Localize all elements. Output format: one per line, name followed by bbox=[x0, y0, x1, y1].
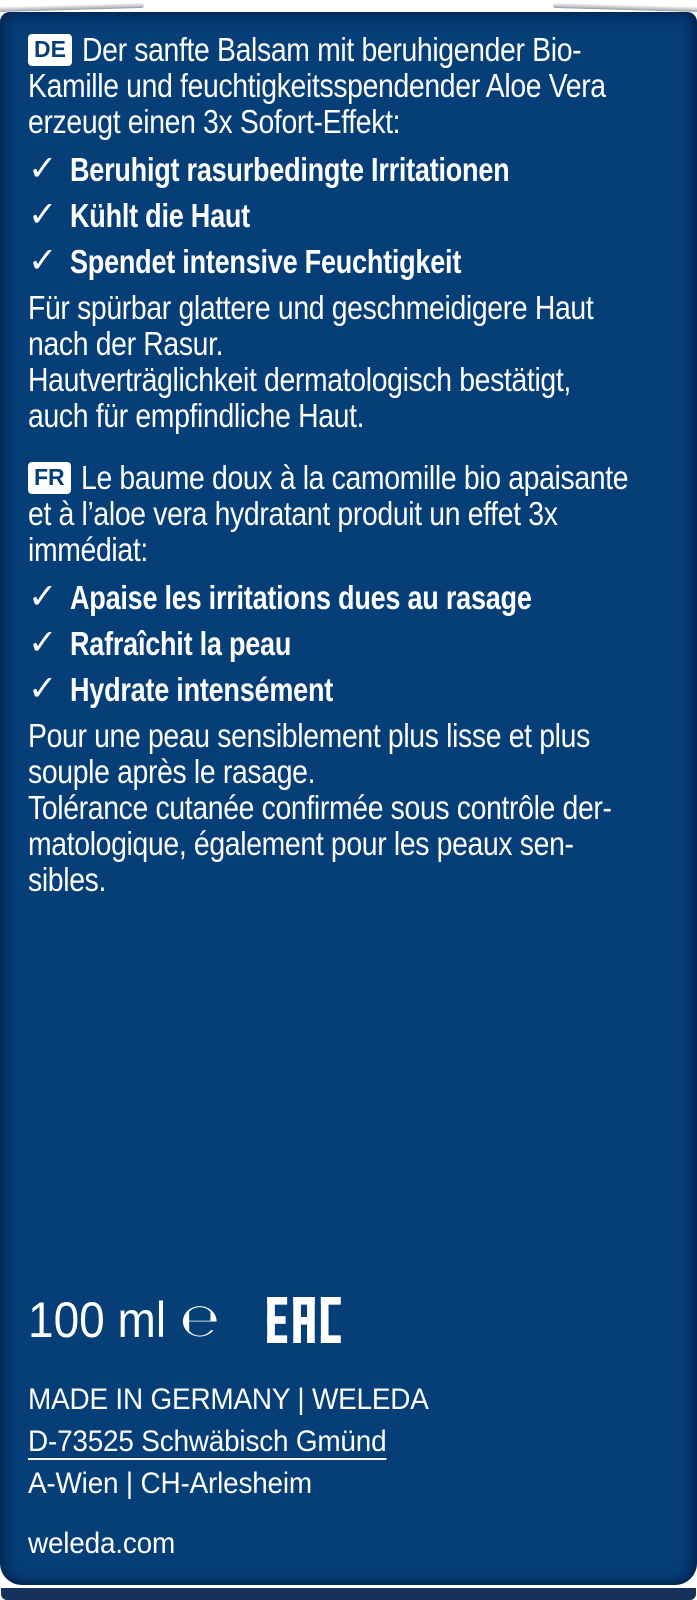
made-in-line: MADE IN GERMANY | WELEDA bbox=[28, 1383, 429, 1416]
eac-mark-icon bbox=[267, 1297, 341, 1343]
empty-space bbox=[28, 898, 671, 1291]
benefit-item bbox=[28, 577, 671, 619]
benefit-item bbox=[28, 623, 671, 665]
details-line: matologique, également pour les peaux sen- bbox=[28, 825, 574, 862]
details-line: auch für empfindliche Haut. bbox=[28, 397, 365, 434]
check-icon: ✓ bbox=[28, 241, 58, 280]
volume-row bbox=[28, 1291, 671, 1349]
benefit-label: Spendet intensive Feuchtigkeit bbox=[70, 243, 462, 280]
intro-text-de bbox=[28, 32, 671, 140]
net-volume: 100 ml bbox=[28, 1292, 167, 1348]
lang-badge-fr: FR bbox=[28, 462, 71, 494]
benefit-item bbox=[28, 669, 671, 711]
intro-text-fr bbox=[28, 460, 671, 568]
details-line: Hautverträglichkeit dermatologisch bestätigt, bbox=[28, 361, 571, 398]
check-icon: ✓ bbox=[28, 195, 58, 234]
details-line: souple après le rasage. bbox=[28, 753, 316, 790]
check-icon: ✓ bbox=[28, 669, 58, 708]
benefit-item bbox=[28, 149, 671, 191]
website-line: weleda.com bbox=[28, 1527, 176, 1560]
intro-line: immédiat: bbox=[28, 531, 148, 568]
check-icon: ✓ bbox=[28, 577, 58, 616]
details-line: Tolérance cutanée confirmée sous contrôle der- bbox=[28, 789, 612, 826]
details-line: Pour une peau sensiblement plus lisse et plus bbox=[28, 717, 590, 754]
locations-line: A-Wien | CH-Arlesheim bbox=[28, 1467, 312, 1500]
section-french bbox=[28, 460, 671, 898]
details-line: nach der Rasur. bbox=[28, 325, 224, 362]
details-text-de bbox=[28, 290, 671, 434]
box-bottom-edge bbox=[1, 1588, 696, 1600]
estimated-sign-icon: ℮ bbox=[180, 1293, 220, 1347]
label-panel bbox=[0, 12, 697, 1585]
benefit-list-fr bbox=[28, 577, 671, 711]
check-icon: ✓ bbox=[28, 149, 58, 188]
box-top-edge bbox=[0, 0, 697, 12]
benefit-list-de bbox=[28, 149, 671, 283]
intro-line: Kamille und feuchtigkeitsspendender Aloe Vera bbox=[28, 67, 606, 104]
details-line: Für spürbar glattere und geschmeidigere Haut bbox=[28, 289, 594, 326]
manufacturer-block bbox=[28, 1379, 671, 1565]
check-icon: ✓ bbox=[28, 623, 58, 662]
address-line: D-73525 Schwäbisch Gmünd bbox=[28, 1425, 387, 1458]
box-edge-highlight-left bbox=[0, 3, 144, 12]
benefit-label: Rafraîchit la peau bbox=[70, 625, 292, 662]
details-line: sibles. bbox=[28, 861, 107, 898]
intro-line: et à l’aloe vera hydratant produit un effet 3x bbox=[28, 495, 558, 532]
lang-badge-de: DE bbox=[28, 34, 72, 66]
intro-line: Der sanfte Balsam mit beruhigender Bio- bbox=[81, 31, 582, 68]
intro-line: Le baume doux à la camomille bio apaisante bbox=[80, 459, 628, 496]
benefit-label: Apaise les irritations dues au rasage bbox=[70, 579, 532, 616]
benefit-item bbox=[28, 241, 671, 283]
section-german bbox=[28, 32, 671, 434]
intro-line: erzeugt einen 3x Sofort-Effekt: bbox=[28, 103, 401, 140]
box-edge-highlight-right bbox=[553, 3, 697, 12]
benefit-label: Hydrate intensément bbox=[70, 671, 334, 708]
benefit-item bbox=[28, 195, 671, 237]
benefit-label: Beruhigt rasurbedingte Irritationen bbox=[70, 151, 510, 188]
details-text-fr bbox=[28, 718, 671, 898]
benefit-label: Kühlt die Haut bbox=[70, 197, 251, 234]
